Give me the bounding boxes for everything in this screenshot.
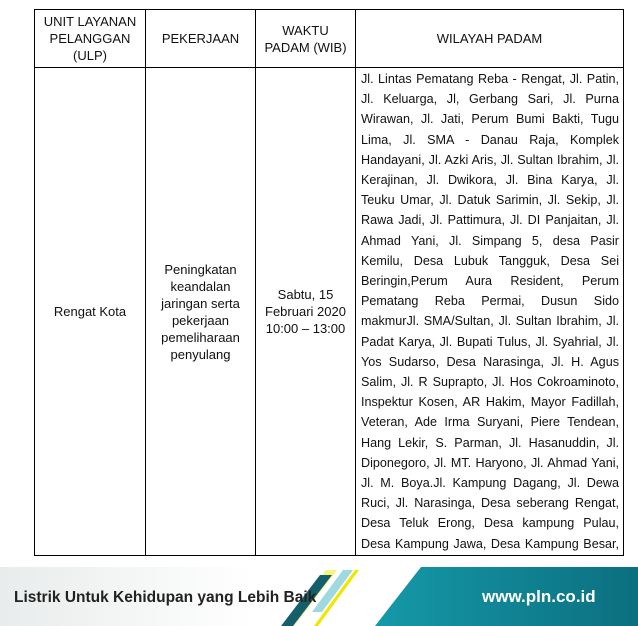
header-wilayah: WILAYAH PADAM — [356, 10, 624, 68]
footer-slogan: Listrik Untuk Kehidupan yang Lebih Baik — [14, 589, 317, 606]
waktu-time: 10:00 – 13:00 — [265, 321, 346, 336]
footer-url[interactable]: www.pln.co.id — [482, 587, 596, 606]
table-row — [35, 68, 624, 556]
cell-wilayah — [356, 68, 624, 556]
wilayah-text: Jl. Lintas Pematang Reba - Rengat, Jl. Patin, Jl. Keluarga, Jl, Gerbang Sari, Jl. Purna Wirawan, Jl. Jati, Perum Bumi Bakti, Tugu Lima, Jl. SMA - Danau Raja, Komplek Handayani, Jl. Azki Aris, Jl. Sultan Ibrahim, Jl. Kerajinan, Jl. Dwikora, Jl. Bina Karya, Jl. Teuku Umar, Jl. Datuk Sarimin, Jl. Sekip, Jl. Rawa Jadi, Jl. Pattimura, Jl. DI Panjaitan, Jl. Ahmad Yani, Jl. Simpang 5, desa Pasir Kemilu, Desa Lubuk Tangguk, Desa Sei Beringin,Perum Aura Resident, Perum Pematang Reba Permai, Dusun Sido makmurJl. SMA/Sultan, Jl. Sultan Ibrahim, Jl. Padat Karya, Jl. Bupati Tulus, Jl. Syahrial, Jl. Yos Sudarso, Desa Narasinga, Jl. H. Agus Salim, Jl. R Suprapto, Jl. Hos Cokroaminoto, Inspektur Kosen, AR Hakim, Mayor Fadillah, Veteran, Ade Irma Suryani, Piere Tendean, Hang Lekir, S. Parman, Jl. Hasanuddin, Jl. Diponegoro, Jl. MT. Haryono, Jl. Ahmad Yani, Jl. M. Boya.Jl. Kampung Dagang, Jl. Dewa Ruci, Jl. Narasinga, Desa seberang Rengat, Desa Teluk Erong, Desa kampung Pulau, Desa Kampung Jawa, Desa Kampung Besar, — [361, 72, 619, 551]
header-pekerjaan: PEKERJAAN — [146, 10, 256, 68]
header-waktu: WAKTU PADAM (WIB) — [256, 10, 356, 68]
header-ulp: UNIT LAYANAN PELANGGAN (ULP) — [35, 10, 146, 68]
table-header-row — [35, 10, 624, 68]
cell-ulp: Rengat Kota — [35, 68, 146, 556]
outage-schedule-table — [34, 9, 624, 556]
waktu-date: Sabtu, 15 Februari 2020 — [265, 287, 346, 319]
cell-waktu — [256, 68, 356, 556]
footer-banner — [0, 567, 638, 626]
cell-pekerjaan: Peningkatan keandalan jaringan serta pekerjaan pemeliharaan penyulang — [146, 68, 256, 556]
